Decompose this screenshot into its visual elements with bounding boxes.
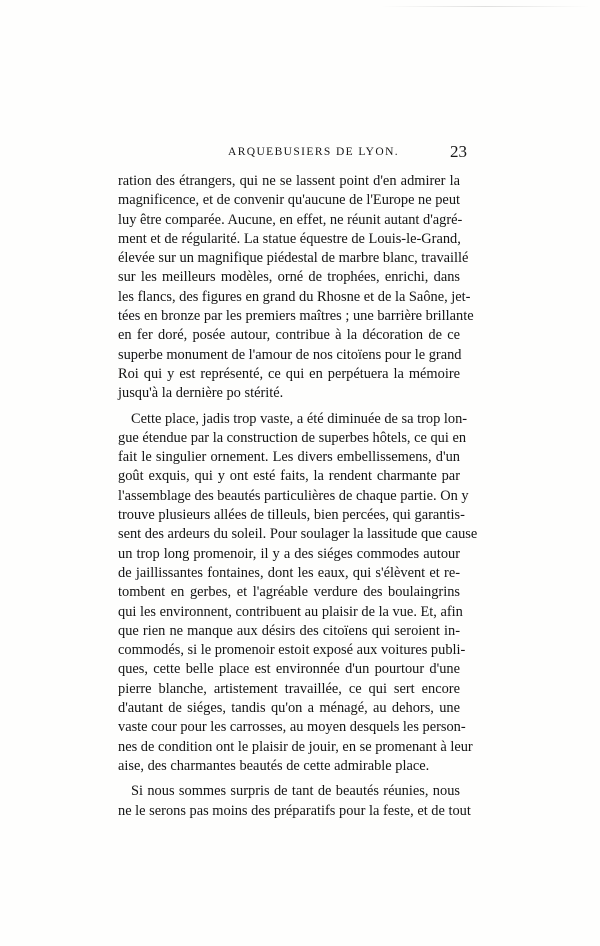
text-line: fait le singulier ornement. Les divers embellissemens, d'un — [118, 449, 460, 466]
body-text — [118, 172, 478, 821]
text-line: magnificence, et de convenir qu'aucune de l'Europe ne peut — [118, 192, 461, 209]
text-line: Roi qui y est représenté, ce qui en perpétuera la mémoire — [118, 365, 460, 382]
text-line: superbe monument de l'amour de nos citoïens pour le grand — [118, 346, 462, 363]
text-line: qui les environnent, contribuent au plaisir de la vue. Et, afin — [118, 603, 463, 620]
text-line: sur les meilleurs modèles, orné de trophées, enrichi, dans — [118, 269, 460, 286]
text-line: de jaillissantes fontaines, dont les eaux, qui s'élèvent et re- — [118, 564, 460, 581]
text-line: vaste cour pour les carrosses, au moyen desquels les person- — [118, 719, 466, 736]
text-line: d'autant de siéges, tandis qu'on a ménagé, au dehors, une — [118, 700, 460, 717]
page-edge-shadow — [380, 6, 590, 7]
paragraph-1 — [118, 172, 474, 404]
text-line: trouve plusieurs allées de tilleuls, bien percées, qui garantis- — [118, 507, 465, 524]
text-line: ment et de régularité. La statue équestre de Louis-le-Grand, — [118, 230, 461, 247]
page-number: 23 — [450, 142, 467, 161]
text-line: luy être comparée. Aucune, en effet, ne réunit autant d'agré- — [118, 211, 463, 228]
text-line: que rien ne manque aux désirs des citoïens qui seroient in- — [118, 622, 460, 639]
text-line: jusqu'à la dernière po stérité. — [118, 385, 284, 402]
text-line: tombent en gerbes, et l'agréable verdure des boulaingrins — [118, 584, 460, 601]
text-line: élevée sur un magnifique piédestal de marbre blanc, travaillé — [118, 250, 469, 267]
text-line: en fer doré, posée autour, contribue à la décoration de ce — [118, 327, 460, 344]
running-head: ARQUEBUSIERS DE LYON. — [228, 146, 400, 158]
text-line: Cette place, jadis trop vaste, a été diminuée de sa trop lon- — [131, 410, 468, 427]
paragraph-2 — [118, 410, 478, 777]
text-line: un trop long promenoir, il y a des siéges commodes autour — [118, 545, 460, 562]
text-line: ne le serons pas moins des préparatifs pour la feste, et de tout — [118, 802, 471, 819]
text-line: aise, des charmantes beautés de cette admirable place. — [118, 757, 430, 774]
text-line: les flancs, des figures en grand du Rhosne et de la Saône, jet- — [118, 288, 471, 305]
text-line: tées en bronze par les premiers maîtres ; une barrière brillante — [118, 308, 474, 325]
text-line: ration des étrangers, qui ne se lassent point d'en admirer la — [118, 173, 460, 189]
text-line: pierre blanche, artistement travaillée, ce qui sert encore — [118, 680, 460, 697]
page-header — [0, 142, 600, 166]
text-line: commodés, si le promenoir estoit exposé aux voitures publi- — [118, 642, 466, 659]
text-line: Si nous sommes surpris de tant de beautés réunies, nous — [131, 783, 460, 800]
text-line: sent des ardeurs du soleil. Pour soulager la lassitude que cause — [118, 526, 478, 543]
text-line: nes de condition ont le plaisir de jouir, en se promenant à leur — [118, 738, 473, 755]
paragraph-3 — [118, 782, 471, 821]
text-line: ques, cette belle place est environnée d'un pourtour d'une — [118, 661, 460, 678]
text-line: l'assemblage des beautés particulières de chaque partie. On y — [118, 487, 469, 504]
text-line: goût exquis, qui y ont esté faits, la rendent charmante par — [118, 468, 460, 485]
text-line: gue étendue par la construction de superbes hôtels, ce qui en — [118, 429, 467, 446]
